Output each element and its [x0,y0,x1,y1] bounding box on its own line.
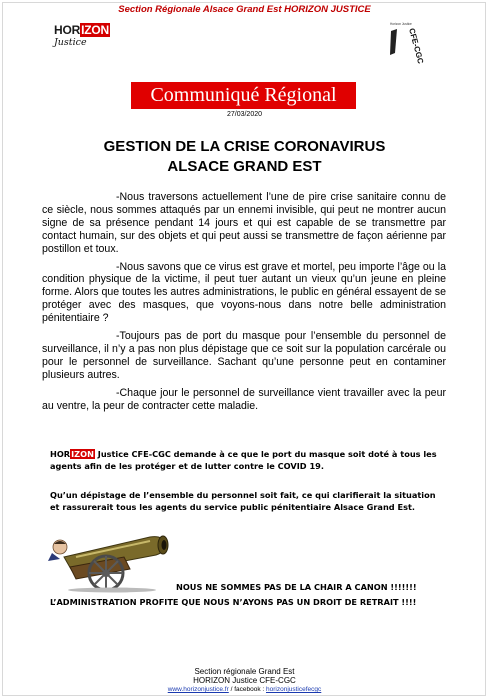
cannon-illustration [46,517,178,593]
communique-banner: Communiqué Régional [131,82,356,109]
footer-line-2: HORIZON Justice CFE-CGC [193,676,296,685]
logo-word-highlight: IZON [81,23,109,37]
website-link[interactable]: www.horizonjustice.fr [167,686,229,693]
main-title-line1: GESTION DE LA CRISE CORONAVIRUS [103,138,386,155]
paragraph-3: -Toujours pas de port du masque pour l’ensemble du personnel de surveillance, il n’y a pas non plus dépistage que ce soit sur la population carcérale ou pour le personnel de surveillance. Sachant qu’une personne peut en contaminer plusieurs autres. [42,330,446,381]
paragraph-1: -Nous traversons actuellement l’une de pire crise sanitaire connu de ce siècle, nous sommes attaqués par un ennemi invisible, qui peut ne montrer aucun signe de sa présence pendant 14 jours et qui est capable de se transmettre par contact humain, sur des objets et qui peut aussi se transmettre de façon aérienne par postillon et toux. [42,191,446,255]
horizon-logo-sub: Justice [54,37,87,48]
communique-date: 27/03/2020 [226,111,263,118]
demand-statement [50,449,440,472]
shout-line-1: NOUS NE SOMMES PAS DE LA CHAIR A CANON !!!!!!! [176,582,417,592]
cfe-logo-main-text: CFE-CGC [407,27,426,65]
demand-text: Justice CFE-CGC demande à ce que le port du masque soit doté à tous les agents afin de les protéger et de lutter contre le COVID 19. [50,449,437,471]
demand-name-pre: HOR [50,449,71,459]
horizon-logo [54,24,124,56]
shout-line-2: L’ADMINISTRATION PROFITE QUE NOUS N’AYONS PAS UN DROIT DE RETRAIT !!!! [50,597,417,607]
footer-links [0,685,489,694]
footer-line-1: Section régionale Grand Est [194,667,295,676]
logo-word-pre: HOR [54,23,81,37]
cfe-cgc-logo [387,17,426,65]
screening-statement: Qu’un dépistage de l’ensemble du personnel soit fait, ce qui clarifierait la situation et rassurerait tous les agents du service public pénitentiaire Alsace Grand Est. [50,490,436,512]
demand-name-highlight: IZON [71,449,94,459]
section-header: Section Régionale Alsace Grand Est HORIZON JUSTICE [118,4,371,15]
facebook-link[interactable]: horizonjusticefecgc [266,686,322,693]
paragraph-4: -Chaque jour le personnel de surveillance vient travailler avec la peur au ventre, la peur de contracter cette maladie. [42,386,446,412]
main-title [0,137,489,177]
paragraph-2: -Nous savons que ce virus est grave et mortel, peu importe l’âge ou la condition physique de la victime, il peut tuer autant un vieux qu’un jeune en pleine forme. Alors que toutes les autres administrations, le public en général essayent de se protéger avec des masques, que voyons-nous dans notre belle administration pénitentiaire ? [42,260,446,325]
footer [0,667,489,694]
body-text [42,191,446,418]
cfe-logo-top-text: Horizon Justice [390,22,412,26]
footer-separator: / facebook : [228,686,266,693]
main-title-line2: ALSACE GRAND EST [167,158,322,175]
horizon-logo-word [54,24,124,37]
